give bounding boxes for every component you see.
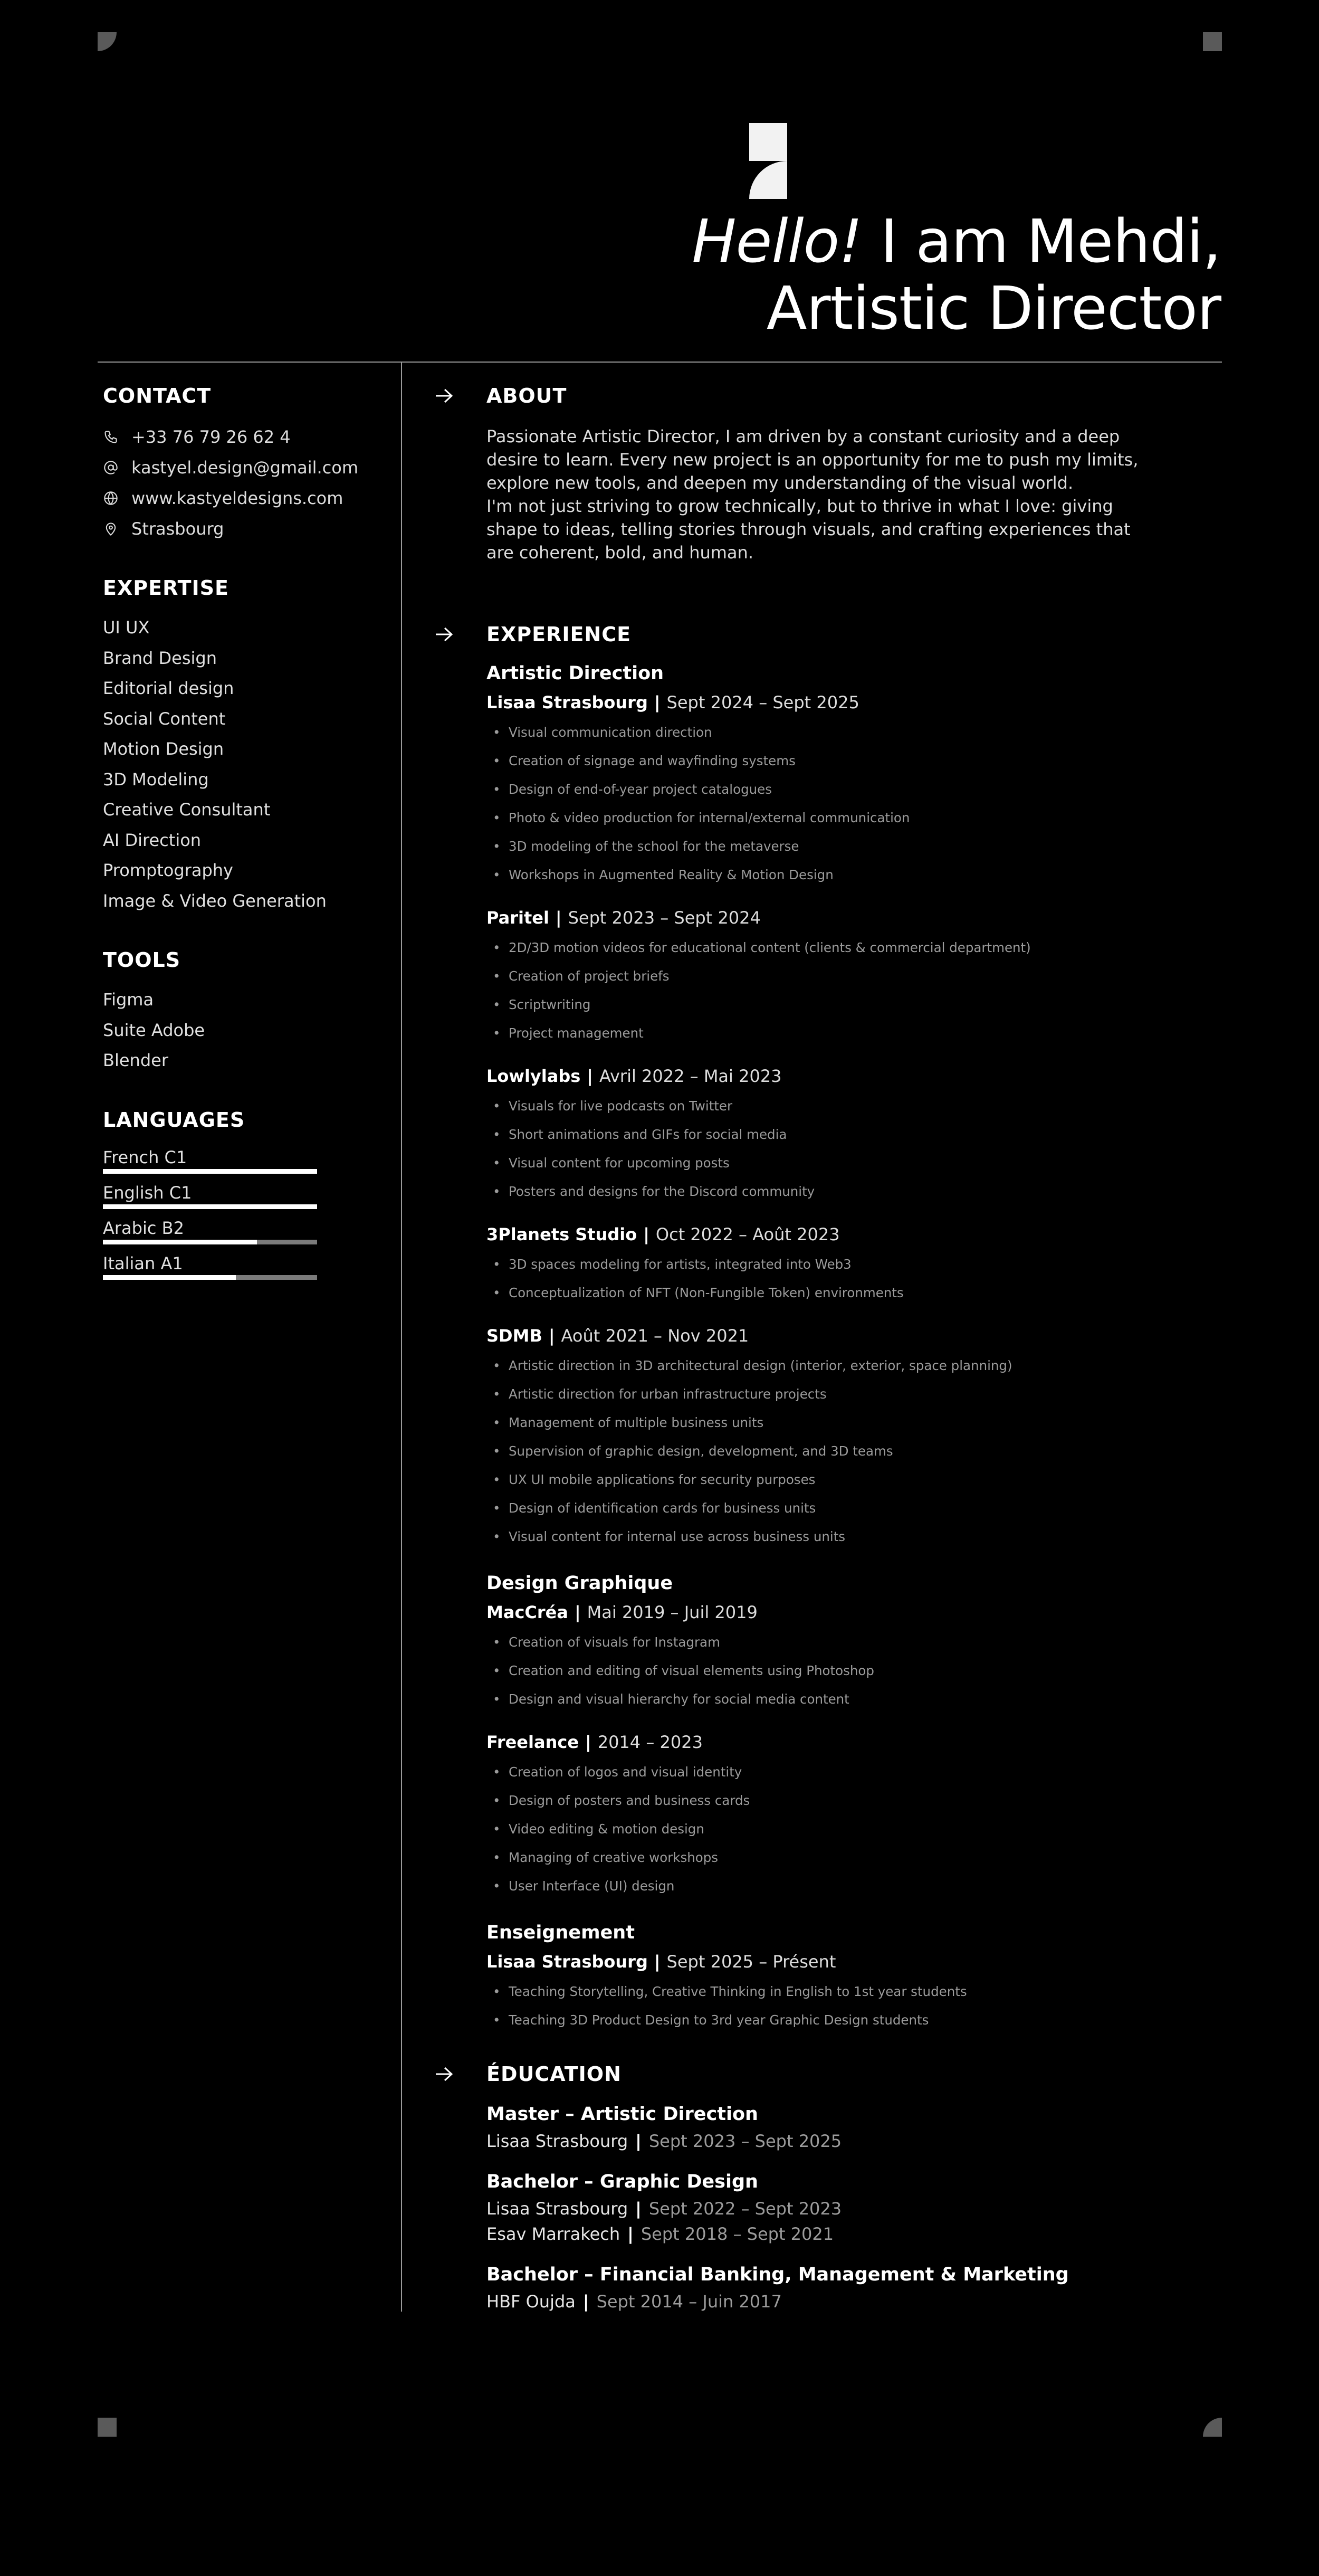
bullet-item: • Management of multiple business units <box>486 1409 1120 1437</box>
job-org: SDMB <box>486 1326 542 1346</box>
school-name: Lisaa Strasbourg <box>486 2199 628 2219</box>
school-date: Sept 2022 – Sept 2023 <box>648 2199 842 2219</box>
job-date: Sept 2024 – Sept 2025 <box>666 692 859 712</box>
job-entry: Lowlylabs | Avril 2022 – Mai 2023 • Visuals for live podcasts on Twitter • Short animations and GIFs for social media • Visual content for upcoming posts • Posters and designs for the Discord community <box>486 1062 1120 1206</box>
category-title: Artistic Direction <box>486 663 664 684</box>
job-date: Oct 2022 – Août 2023 <box>655 1224 840 1244</box>
job-date: Août 2021 – Nov 2021 <box>561 1326 749 1346</box>
job-date: 2014 – 2023 <box>597 1732 703 1752</box>
hero-role: Artistic Director <box>766 274 1221 343</box>
job-org: Lisaa Strasbourg <box>486 692 648 712</box>
bullet-item: • Design of identification cards for business units <box>486 1494 1120 1523</box>
bullet-item: • Supervision of graphic design, development, and 3D teams <box>486 1437 1120 1466</box>
bullet-item: • 2D/3D motion videos for educational content (clients & commercial department) <box>486 934 1120 962</box>
category-title: Enseignement <box>486 1922 635 1943</box>
school-name: Lisaa Strasbourg <box>486 2131 628 2151</box>
tools-title: TOOLS <box>103 948 181 972</box>
list-item: Blender <box>103 1050 168 1070</box>
bullet-item: • Project management <box>486 1019 1120 1048</box>
school-name: HBF Oujda <box>486 2292 576 2312</box>
list-item: Promptography <box>103 860 233 880</box>
about-paragraph-2: I'm not just striving to grow technically, but to thrive in what I love: giving shape to ideas, telling stories through visuals, and crafting experiences that are coherent, bold, and human. <box>486 496 1131 563</box>
corner-mark-bottom-right <box>1203 2418 1222 2437</box>
bullet-item: • Scriptwriting <box>486 991 1120 1019</box>
language-level-fill <box>103 1169 317 1174</box>
arrow-right-icon <box>434 387 455 405</box>
degree-title: Bachelor – Financial Banking, Management & Marketing <box>486 2264 1069 2285</box>
job-entry: SDMB | Août 2021 – Nov 2021 • Artistic direction in 3D architectural design (interior, exterior, space planning) • Artistic direction for urban infrastructure projects • Management of multiple business units • Supervision of graphic design, development, and 3D teams • UX UI mobile applications for security purposes • Design of identification cards for business units • Visual content for internal use across business units <box>486 1322 1120 1551</box>
bullet-item: • Short animations and GIFs for social media <box>486 1120 1120 1149</box>
list-item: Social Content <box>103 708 226 729</box>
contact-website-text: www.kastyeldesigns.com <box>131 488 343 508</box>
sidebar <box>103 383 388 1310</box>
contact-phone[interactable] <box>103 422 388 452</box>
bullet-item: • Teaching 3D Product Design to 3rd year Graphic Design students <box>486 2006 1120 2035</box>
main-content <box>434 383 1139 2328</box>
language-item <box>103 1216 388 1244</box>
bullet-item: • Managing of creative workshops <box>486 1843 1120 1872</box>
bullet-item: • Design of end-of-year project catalogues <box>486 775 1120 804</box>
list-item: AI Direction <box>103 830 202 850</box>
hero-title <box>692 208 1221 343</box>
contact-location <box>103 514 388 544</box>
list-item: Image & Video Generation <box>103 890 327 911</box>
contact-section <box>103 383 388 544</box>
job-entry: Lisaa Strasbourg | Sept 2024 – Sept 2025 • Visual communication direction • Creation of signage and wayfinding systems • Design of end-of-year project catalogues • Photo & video production for internal/external communication • 3D modeling of the school for the metaverse • Workshops in Augmented Reality & Motion Design <box>486 689 1120 889</box>
language-level-bar <box>103 1169 317 1174</box>
job-date: Mai 2019 – Juil 2019 <box>587 1602 758 1622</box>
job-date: Sept 2023 – Sept 2024 <box>568 908 761 928</box>
school-date: Sept 2014 – Juin 2017 <box>596 2292 782 2312</box>
arrow-right-icon <box>434 2065 455 2083</box>
contact-phone-text: +33 76 79 26 62 4 <box>131 427 291 447</box>
column-divider <box>401 362 402 2312</box>
contact-website[interactable] <box>103 483 388 514</box>
language-level-fill <box>103 1275 236 1280</box>
bullet-item: • Teaching Storytelling, Creative Thinking in English to 1st year students <box>486 1978 1120 2006</box>
education-section <box>434 2061 1120 2314</box>
language-level-fill <box>103 1204 317 1209</box>
list-item: 3D Modeling <box>103 769 209 790</box>
corner-mark-top-left <box>98 32 117 51</box>
list-item: Motion Design <box>103 739 224 759</box>
languages-section <box>103 1107 388 1280</box>
bullet-item: • Creation of visuals for Instagram <box>486 1628 1120 1657</box>
language-item <box>103 1252 388 1280</box>
job-org: MacCréa <box>486 1602 568 1622</box>
tools-section <box>103 947 388 1076</box>
about-title: ABOUT <box>486 384 567 407</box>
job-org: 3Planets Studio <box>486 1224 637 1244</box>
bullet-item: • Creation and editing of visual elements using Photoshop <box>486 1657 1120 1685</box>
language-label: French C1 <box>103 1147 187 1167</box>
languages-title: LANGUAGES <box>103 1108 245 1132</box>
bullet-item: • Workshops in Augmented Reality & Motion Design <box>486 861 1120 889</box>
about-paragraph-1: Passionate Artistic Director, I am driven by a constant curiosity and a deep desire to learn. Every new project is an opportunity for me to push my limits, explore new tools, and deepen my understanding of the visual world. <box>486 426 1139 493</box>
bullet-item: • 3D spaces modeling for artists, integrated into Web3 <box>486 1250 1120 1279</box>
logo <box>749 123 787 199</box>
expertise-title: EXPERTISE <box>103 576 230 600</box>
job-entry: Paritel | Sept 2023 – Sept 2024 • 2D/3D motion videos for educational content (clients & commercial department) • Creation of project briefs • Scriptwriting • Project management <box>486 904 1120 1048</box>
bullet-item: • 3D modeling of the school for the metaverse <box>486 832 1120 861</box>
arrow-right-icon <box>434 625 455 643</box>
list-item: Figma <box>103 990 154 1010</box>
bullet-item: • Conceptualization of NFT (Non-Fungible Token) environments <box>486 1279 1120 1307</box>
list-item: Brand Design <box>103 648 217 668</box>
list-item: Editorial design <box>103 678 234 698</box>
hero-hello: Hello! <box>692 207 863 276</box>
education-entry: Bachelor – Financial Banking, Management & Marketing HBF Oujda | Sept 2014 – Juin 2017 <box>486 2260 1120 2314</box>
at-icon <box>103 460 119 476</box>
contact-email[interactable] <box>103 452 388 483</box>
contact-email-text: kastyel.design@gmail.com <box>131 458 359 478</box>
bullet-item: • Design and visual hierarchy for social media content <box>486 1685 1120 1714</box>
job-entry: Freelance | 2014 – 2023 • Creation of logos and visual identity • Design of posters and business cards • Video editing & motion design • Managing of creative workshops • User Interface (UI) design <box>486 1728 1120 1900</box>
bullet-item: • Creation of signage and wayfinding systems <box>486 747 1120 775</box>
hero-intro: I am Mehdi, <box>862 207 1221 276</box>
bullet-item: • User Interface (UI) design <box>486 1872 1120 1900</box>
job-org: Lowlylabs <box>486 1066 581 1086</box>
language-label: English C1 <box>103 1182 192 1203</box>
language-item <box>103 1181 388 1209</box>
degree-title: Master – Artistic Direction <box>486 2104 758 2125</box>
about-section <box>434 383 1139 564</box>
category-title: Design Graphique <box>486 1573 673 1594</box>
phone-icon <box>103 429 119 445</box>
globe-icon <box>103 490 119 506</box>
corner-mark-bottom-left <box>98 2418 117 2437</box>
school-date: Sept 2023 – Sept 2025 <box>648 2131 842 2151</box>
job-org: Lisaa Strasbourg <box>486 1952 648 1972</box>
job-entry: MacCréa | Mai 2019 – Juil 2019 • Creation of visuals for Instagram • Creation and editing of visual elements using Photoshop • Design and visual hierarchy for social media content <box>486 1599 1120 1714</box>
bullet-item: • Artistic direction in 3D architectural design (interior, exterior, space planning) <box>486 1352 1120 1380</box>
language-level-bar <box>103 1204 317 1209</box>
job-org: Freelance <box>486 1732 579 1752</box>
bullet-item: • Visual communication direction <box>486 718 1120 747</box>
header-divider <box>98 362 1222 363</box>
location-pin-icon <box>103 521 119 537</box>
list-item: UI UX <box>103 617 150 638</box>
corner-mark-top-right <box>1203 32 1222 51</box>
job-date: Sept 2025 – Présent <box>666 1952 836 1972</box>
contact-title: CONTACT <box>103 384 212 407</box>
school-name: Esav Marrakech <box>486 2224 620 2244</box>
education-entry: Bachelor – Graphic Design Lisaa Strasbourg | Sept 2022 – Sept 2023 Esav Marrakech | Sept 2018 – Sept 2021 <box>486 2168 1120 2247</box>
language-level-fill <box>103 1240 257 1244</box>
language-label: Arabic B2 <box>103 1218 184 1238</box>
experience-section <box>434 621 1120 2035</box>
language-level-bar <box>103 1240 317 1244</box>
job-date: Avril 2022 – Mai 2023 <box>599 1066 782 1086</box>
bullet-item: • Photo & video production for internal/external communication <box>486 804 1120 832</box>
bullet-item: • Video editing & motion design <box>486 1815 1120 1843</box>
language-level-bar <box>103 1275 317 1280</box>
degree-title: Bachelor – Graphic Design <box>486 2171 758 2192</box>
school-date: Sept 2018 – Sept 2021 <box>641 2224 834 2244</box>
contact-location-text: Strasbourg <box>131 519 224 539</box>
experience-title: EXPERIENCE <box>486 623 632 646</box>
language-item <box>103 1146 388 1174</box>
bullet-item: • Design of posters and business cards <box>486 1786 1120 1815</box>
bullet-item: • Creation of project briefs <box>486 962 1120 991</box>
bullet-item: • Visual content for upcoming posts <box>486 1149 1120 1177</box>
expertise-section <box>103 575 388 916</box>
education-title: ÉDUCATION <box>486 2062 622 2086</box>
bullet-item: • UX UI mobile applications for security purposes <box>486 1466 1120 1494</box>
bullet-item: • Posters and designs for the Discord community <box>486 1177 1120 1206</box>
job-entry: Lisaa Strasbourg | Sept 2025 – Présent • Teaching Storytelling, Creative Thinking in English to 1st year students • Teaching 3D Product Design to 3rd year Graphic Design students <box>486 1948 1120 2035</box>
bullet-item: • Creation of logos and visual identity <box>486 1758 1120 1786</box>
language-label: Italian A1 <box>103 1253 183 1273</box>
list-item: Suite Adobe <box>103 1020 205 1040</box>
education-entry: Master – Artistic Direction Lisaa Strasbourg | Sept 2023 – Sept 2025 <box>486 2100 1120 2154</box>
job-org: Paritel <box>486 908 549 928</box>
list-item: Creative Consultant <box>103 800 271 820</box>
bullet-item: • Visual content for internal use across business units <box>486 1523 1120 1551</box>
bullet-item: • Visuals for live podcasts on Twitter <box>486 1092 1120 1120</box>
job-entry: 3Planets Studio | Oct 2022 – Août 2023 • 3D spaces modeling for artists, integrated into Web3 • Conceptualization of NFT (Non-Fungible Token) environments <box>486 1221 1120 1307</box>
bullet-item: • Artistic direction for urban infrastructure projects <box>486 1380 1120 1409</box>
